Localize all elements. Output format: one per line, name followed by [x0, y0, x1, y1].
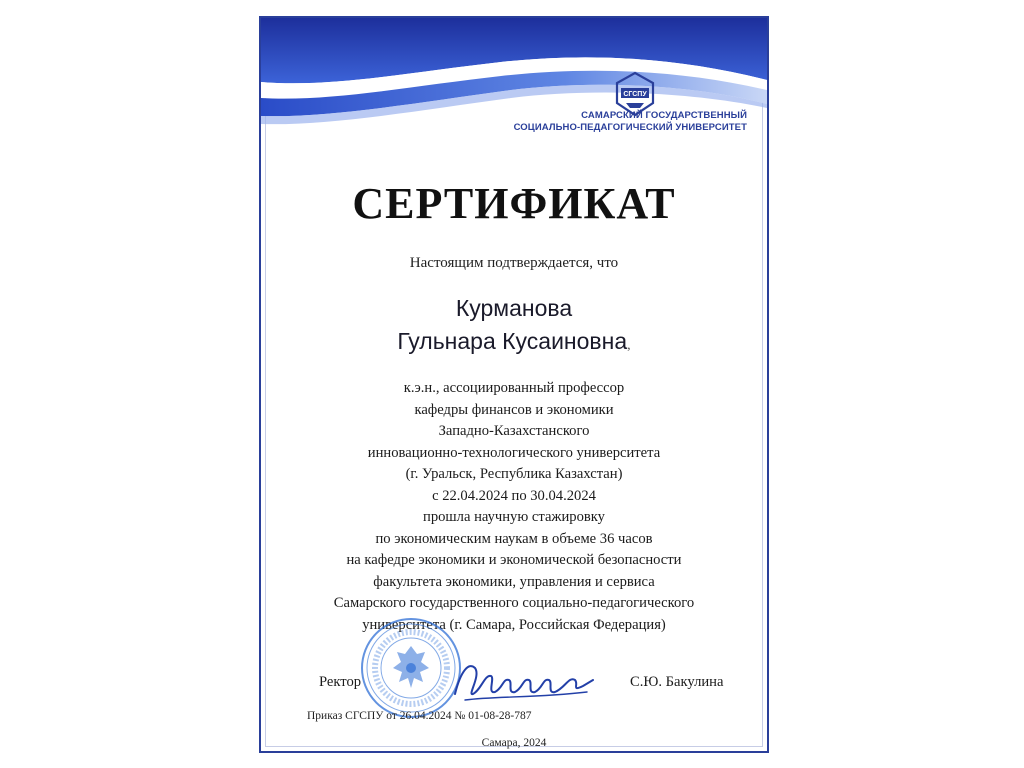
body-line: Западно-Казахстанского [438, 423, 590, 439]
certificate-sheet [259, 16, 769, 753]
recipient-given-names: Гульнара Кусаиновна [397, 328, 628, 354]
body-line: (г. Уральск, Республика Казахстан) [405, 466, 623, 482]
body-line: кафедры финансов и экономики [414, 401, 614, 418]
rector-signature-icon [447, 650, 597, 710]
name-comma: , [627, 338, 631, 353]
city-year: Самара, 2024 [481, 737, 547, 749]
logo-text: СГСПУ [623, 91, 647, 98]
recipient-name [261, 292, 767, 362]
body-line: прошла научную стажировку [423, 509, 605, 525]
certificate-title: СЕРТИФИКАТ [352, 179, 676, 228]
recipient-surname: Курманова [455, 295, 573, 321]
body-line: к.э.н., ассоциированный профессор [403, 380, 625, 396]
university-name [467, 110, 747, 134]
recipient-given-names-row [261, 325, 767, 362]
university-name-line2: СОЦИАЛЬНО-ПЕДАГОГИЧЕСКИЙ УНИВЕРСИТЕТ [513, 122, 747, 133]
body-line: инновационно-технологического университета [367, 444, 661, 461]
certificate-body [261, 378, 767, 636]
order-reference: Приказ СГСПУ от 26.04.2024 № 01-08-28-787 [307, 710, 532, 722]
body-line: на кафедре экономики и экономической безопасности [346, 552, 682, 568]
signatory-role: Ректор [319, 674, 362, 690]
signatory-name: С.Ю. Бакулина [630, 674, 724, 690]
body-line: по экономическим наукам в объеме 36 часов [375, 530, 653, 547]
body-line: факультета экономики, управления и сервиса [373, 573, 655, 590]
university-name-line1: САМАРСКИЙ ГОСУДАРСТВЕННЫЙ [581, 110, 747, 121]
body-line: Самарского государственного социально-педагогического [333, 595, 695, 611]
body-line: с 22.04.2024 по 30.04.2024 [432, 487, 596, 504]
confirm-line: Настоящим подтверждается, что [409, 255, 619, 271]
body-line: университета (г. Самара, Российская Федерация) [362, 616, 666, 633]
